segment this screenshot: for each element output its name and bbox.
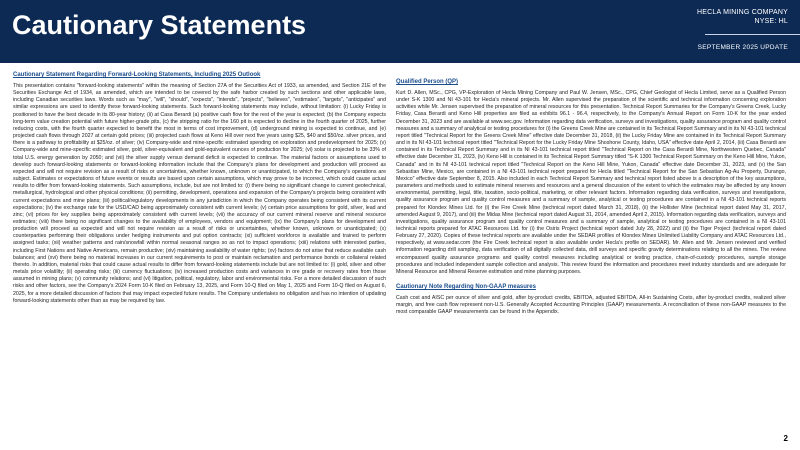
- forward-looking-heading: Cautionary Statement Regarding Forward-Looking Statements, Including 2025 Outlook: [13, 72, 261, 78]
- ticker: NYSE: HL: [754, 18, 788, 25]
- page-title: Cautionary Statements: [12, 10, 307, 40]
- qualified-person-heading: Qualified Person (QP): [396, 79, 459, 85]
- company-block: [697, 8, 788, 26]
- forward-looking-body: This presentation contains "forward-looking statements" within the meaning of Section 27A of the Securities Act of 1933, as amended, and Section 21E of the Securities Exchange Act of 1934, as amended, which are intended to be covered by the safe harbor created by such sections and other applicable laws, including Canadian securities laws. Words such as "may", "will", "should", "expects", "intends", "projects", "believes", "estimates", "targets", "anticipates" and similar expressions are used to identify these forward-looking statements. Such forward-looking statements may include, without limitation: (i) Lucky Friday is positioned to have the best decade in its 80-year history; (ii) at Casa Berardi (a) positive cash flow for the rest of the year is expected; (b) the Company expects long-term value creation potential with future higher-grade pits, (c) the stripping ratio for the 160 pit is expected to decline in the fourth quarter of 2025, further reducing costs, with the fourth quarter expected to benefit the most in terms of cost improvement, (d) underground mining is expected to continue, and (e) projected cash flows through 2027 at certain gold prices; (iii) projected cash flows at Keno Hill over next five years using $25, $40 and $50/oz. silver prices, and there is a pathway to profitability at $25/oz. of silver; (iv) Company-wide and mine-specific estimated spending on exploration and predevelopment for 2025; (v) Company-wide and mine-specific estimated silver, gold, silver-equivalent and gold-equivalent ounces of production for 2025; (vi) solar is projected to be 33% of total U.S. energy generation by 2050; and (vii) the silver supply versus demand deficit is expected to continue. The material factors or assumptions used to develop such forward-looking statements or forward-looking information include that the Company's plans for development and production will proceed as expected and will not require revision as a result of risks or uncertainties, whether known, unknown or unanticipated, to which the Company's operations are subject. Estimates or expectations of future events or results are based upon certain assumptions, which may prove to be incorrect, which could cause actual results to differ from forward-looking statements. Such assumptions, include, but are not limited to: (i) there being no significant change to current geotechnical, metallurgical, hydrological and other physical conditions; (ii) permitting, development, operations and expansion of the Company's projects being consistent with current expectations and mine plans; (iii) political/regulatory developments in any jurisdiction in which the Company operates being consistent with its current expectations; (iv) the exchange rate for the USD/CAD being approximately consistent with current levels; (v) certain price assumptions for gold, silver, lead and zinc; (vi) prices for key supplies being approximately consistent with current levels; (vii) the accuracy of our current mineral reserve and mineral resource estimates; (viii) there being no significant changes to the availability of employees, vendors and equipment; (ix) the Company's plans for development and production will proceed as expected and will not require revision as a result of risks or uncertainties, whether known, unknown or unanticipated; (x) counterparties performing their obligations under hedging instruments and put option contracts; (xi) sufficient workforce is available and trained to perform assigned tasks; (xii) weather patterns and rain/snowfall within normal seasonal ranges so as not to impact operations; (xiii) relations with interested parties, including First Nations and Native Americans, remain productive; (xiv) maintaining availability of water rights; (xv) factors do not arise that reduce available cash balances; and (xvi) there being no material increases in our current requirements to post or maintain reclamation and performance bonds or collateral related thereto. In addition, material risks that could cause actual results to differ from forward-looking statements include but are not limited to: (i) gold, silver and other metals price volatility; (ii) operating risks; (iii) currency fluctuations; (iv) increased production costs and variances in ore grade or recovery rates from those assumed in mining plans; (v) community relations; and (vi) litigation, political, regulatory, labor and environmental risks. For a more detailed discussion of such risks and other factors, see the Company's 2024 Form 10-K filed on February 13, 2025, and Form 10-Q filed on May 1, 2025 and Form 10-Q filed on August 6, 2025, for a more detailed discussion of factors that may impact expected future results. The Company undertakes no obligation and has no intention of updating forward-looking statements other than as may be required by law.: [13, 83, 386, 304]
- page-number: 2: [783, 434, 788, 443]
- update-label: SEPTEMBER 2025 UPDATE: [697, 44, 788, 51]
- qualified-person-body: Kurt D. Allen, MSc., CPG, VP-Exploration of Hecla Mining Company and Paul W. Jensen, MSc., CPG, Chief Geologist of Hecla Limited, serve as a Qualified Person under S-K 1300 and NI 43-101 for Hecla's mineral projects. Mr. Allen supervised the preparation of the scientific and technical information concerning exploration activities while Mr. Jensen supervised the preparation of mineral resources for this presentation. Technical Report Summaries for the Company's Greens Creek, Lucky Friday, Casa Berardi and Keno Hill properties are filed as exhibits 96.1 - 96.4, respectively, to the Company's Annual Report on Form 10-K for the year ended December 31, 2023 and are available at www.sec.gov. Information regarding data verification, surveys and investigations, quality assurance program and quality control measures and a summary of analytical or testing procedures for (i) the Greens Creek Mine are contained in its Technical Report Summary and in its NI 43-101 technical report titled "Technical Report for the Greens Creek Mine" effective date December 31, 2018, (ii) the Lucky Friday Mine are contained in its Technical Report Summary and in its NI 43-101 technical report titled "Technical Report for the Lucky Friday Mine Shoshone County, Idaho, USA" effective date April 2, 2014, (iii) Casa Berardi are contained in its Technical Report Summary and in its NI 43-101 technical report titled "Technical Report on the Casa Berardi Mine, Northwestern Quebec, Canada" effective date December 31, 2023, (iv) Keno Hill is contained in its Technical Report Summary titled "S-K 1300 Technical Report Summary on the Keno Hill Mine, Yukon, Canada" and in its NI 43-101 technical report titled "Technical Report on the Keno Hill Mine, Yukon, Canada" effective date December 31, 2023, and (v) the San Sebastian Mine, Mexico, are contained in a NI 43-101 technical report prepared for Hecla titled "Technical Report for the San Sebastian Ag-Au Property, Durango, Mexico" effective date September 8, 2015. Also included in each Technical Report Summary and technical report listed above is a description of the key assumptions, parameters and methods used to estimate mineral reserves and resources and a general discussion of the extent to which the estimates may be affected by any known environmental, permitting, legal, title, taxation, socio-political, marketing, or other relevant factors. Information regarding data verification, surveys and investigations, quality assurance program and quality control measures and a summary of sample, analytical or testing procedures are contained in a NI 43-101 technical reports prepared for Klondex Mines Ltd. for (i) the Fire Creek Mine (technical report dated March 31, 2018), (ii) the Hollister Mine (technical report dated May 31, 2017, amended August 9, 2017), and (iii) the Midas Mine (technical report dated August 31, 2014, amended April 2, 2015). Information regarding data verification, surveys and investigations, quality assurance program and quality control measures and a summary of sample, analytical or testing procedures are contained in a NI 43-101 technical reports prepared for ATAC Resources Ltd. for (i) the Osiris Project (technical report dated July 28, 2022) and (ii) the Tiger Project (technical report dated February 27, 2020). Copies of these technical reports are available under the SEDAR profiles of Klondex Mines Unlimited Liability Company and ATAC Resources Ltd., respectively, at www.sedar.com (the Fire Creek technical report is also available under Hecla's profile on SEDAR). Mr. Allen and Mr. Jensen reviewed and verified information regarding drill sampling, data verification of all digitally collected data, drill surveys and specific gravity determinations relating to all the mines. The review encompassed quality assurance programs and quality control measures including analytical or testing practice, chain-of-custody procedures, sample storage procedures and included independent sample collection and analysis. This review found the information and procedures meet industry standards and are adequate for Mineral Resource and Mineral Reserve estimation and mine planning purposes.: [396, 90, 786, 275]
- company-name: HECLA MINING COMPANY: [697, 9, 788, 16]
- forward-looking-section: [13, 71, 386, 312]
- right-column: [396, 78, 786, 324]
- non-gaap-heading: Cautionary Note Regarding Non-GAAP measures: [396, 284, 536, 291]
- header-divider: [705, 34, 800, 35]
- header-bar: [0, 0, 800, 63]
- non-gaap-body: Cash cost and AISC per ounce of silver and gold, after by-product credits, EBITDA, adjusted EBITDA, All-in Sustaining Costs, after by-product credits, realized silver margin, and free cash flow represent non-U.S. Generally Accepted Accounting Principles (GAAP) measurements. A reconciliation of these non-GAAP measures to the most comparable GAAP measurements can be found in the Appendix.: [396, 295, 786, 316]
